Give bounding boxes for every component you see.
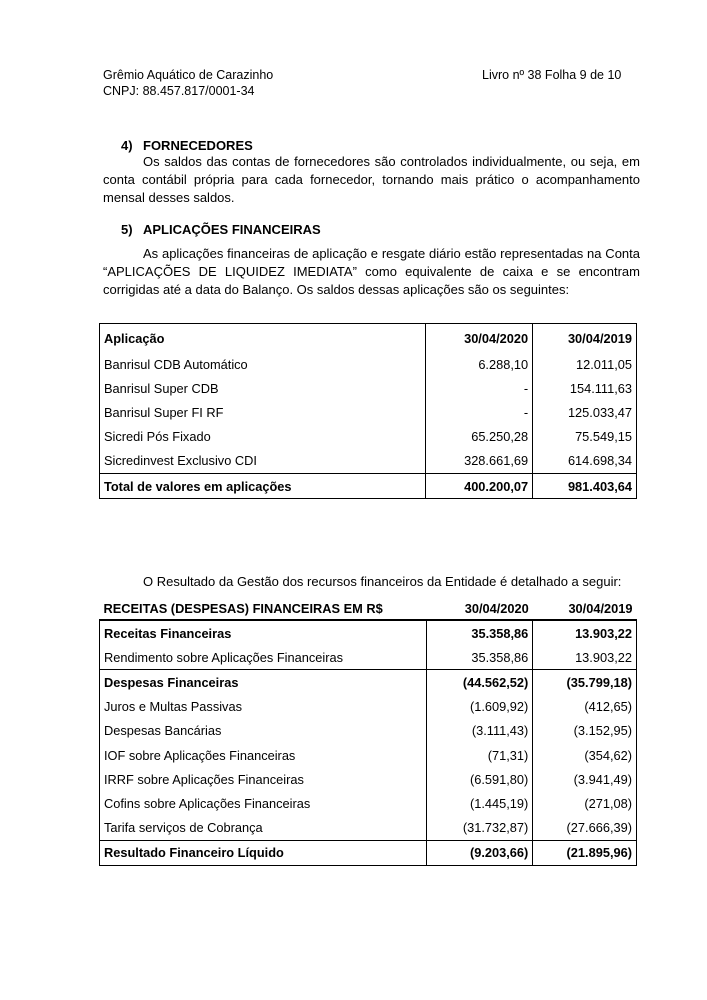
paragraph-text: As aplicações financeiras de aplicação e resgate diário estão representadas na Conta “APLICAÇÕES DE LIQUIDEZ IMEDIATA” como equivalente de caixa e se encontram corrigidas até a data do Balanço. Os saldos dessas aplicações são os seguintes: [103,246,640,297]
book-reference: Livro nº 38 Folha 9 de 10 [482,68,622,82]
table-subtotal-row-despesas [100,670,637,695]
paragraph-text: Os saldos das contas de fornecedores são controlados individualmente, ou seja, em conta contábil própria para cada fornecedor, tornando mais prático o acompanhamento mensal desses saldos. [103,154,640,205]
row-label: Banrisul Super CDB [100,376,426,400]
value-2019: 981.403,64 [533,473,637,498]
value-2019: 614.698,34 [533,449,637,474]
section-number: 5) [121,222,133,237]
table-row [100,376,637,400]
section-title-fornecedores [121,138,253,154]
paragraph-aplicacoes [103,245,640,298]
value-2020: (3.111,43) [426,719,533,743]
org-cnpj: CNPJ: 88.457.817/0001-34 [103,84,255,98]
value-2020: 328.661,69 [426,449,533,474]
value-2019: (21.895,96) [533,840,637,865]
table-header-row [100,597,637,620]
paragraph-fornecedores [103,153,640,206]
row-label: Banrisul Super FI RF [100,400,426,424]
column-header: RECEITAS (DESPESAS) FINANCEIRAS EM R$ [100,597,427,620]
table-row [100,425,637,449]
column-header: 30/04/2019 [533,324,637,353]
row-label: Sicredi Pós Fixado [100,425,426,449]
table-row [100,400,637,424]
row-label: Resultado Financeiro Líquido [100,840,427,865]
row-label: Tarifa serviços de Cobrança [100,816,427,841]
row-label: Banrisul CDB Automático [100,352,426,376]
value-2019: 125.033,47 [533,400,637,424]
row-label: Rendimento sobre Aplicações Financeiras [100,645,427,670]
table-row [100,695,637,719]
row-label: Receitas Financeiras [100,620,427,645]
table-row [100,645,637,670]
row-label: Sicredinvest Exclusivo CDI [100,449,426,474]
column-header: 30/04/2020 [426,324,533,353]
intro-financial-result: O Resultado da Gestão dos recursos financeiros da Entidade é detalhado a seguir: [143,574,622,589]
value-2020: (31.732,87) [426,816,533,841]
column-header: 30/04/2020 [426,597,533,620]
value-2020: 65.250,28 [426,425,533,449]
value-2019: (3.941,49) [533,767,637,791]
page-header-left [103,67,273,99]
value-2020: 35.358,86 [426,620,533,645]
table-subtotal-row-receitas [100,620,637,645]
table-total-row [100,840,637,865]
row-label: Despesas Bancárias [100,719,427,743]
value-2019: (35.799,18) [533,670,637,695]
value-2020: 6.288,10 [426,352,533,376]
row-label: Despesas Financeiras [100,670,427,695]
row-label: IOF sobre Aplicações Financeiras [100,743,427,767]
section-title-text: FORNECEDORES [143,138,253,153]
table-row [100,767,637,791]
table-row [100,816,637,841]
section-number: 4) [121,138,133,153]
row-label: Total de valores em aplicações [100,473,426,498]
table-total-row [100,473,637,498]
value-2020: 400.200,07 [426,473,533,498]
row-label: Juros e Multas Passivas [100,695,427,719]
value-2020: (9.203,66) [426,840,533,865]
value-2019: 13.903,22 [533,645,637,670]
value-2019: 75.549,15 [533,425,637,449]
table-header-row [100,324,637,353]
table-row [100,743,637,767]
value-2019: (412,65) [533,695,637,719]
value-2020: (1.609,92) [426,695,533,719]
value-2020: (71,31) [426,743,533,767]
value-2019: 13.903,22 [533,620,637,645]
value-2020: - [426,400,533,424]
value-2020: (1.445,19) [426,791,533,815]
org-name: Grêmio Aquático de Carazinho [103,68,274,82]
section-title-aplicacoes [121,222,321,238]
value-2020: (44.562,52) [426,670,533,695]
value-2020: (6.591,80) [426,767,533,791]
column-header: 30/04/2019 [533,597,637,620]
row-label: IRRF sobre Aplicações Financeiras [100,767,427,791]
value-2019: (271,08) [533,791,637,815]
table-row [100,791,637,815]
table-row [100,719,637,743]
value-2019: (3.152,95) [533,719,637,743]
value-2020: 35.358,86 [426,645,533,670]
value-2019: 12.011,05 [533,352,637,376]
value-2019: 154.111,63 [533,376,637,400]
value-2020: - [426,376,533,400]
applications-table [99,323,637,499]
financial-results-table [99,597,637,866]
value-2019: (27.666,39) [533,816,637,841]
table-row [100,449,637,474]
column-header: Aplicação [100,324,426,353]
table-row [100,352,637,376]
value-2019: (354,62) [533,743,637,767]
row-label: Cofins sobre Aplicações Financeiras [100,791,427,815]
section-title-text: APLICAÇÕES FINANCEIRAS [143,222,321,237]
